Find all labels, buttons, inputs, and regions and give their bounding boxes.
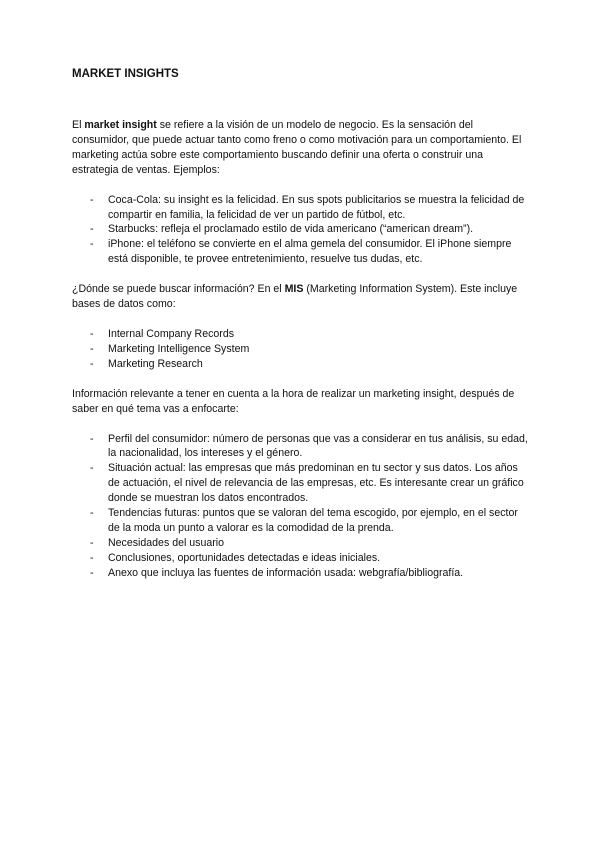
list-item: - Perfil del consumidor: número de personas que vas a considerar en tus análisis, su edad, la nacionalidad, los intereses y el género. [72,432,528,462]
list-item: - Internal Company Records [72,327,528,342]
mis-paragraph [72,282,528,312]
intro-bold-term: market insight [84,119,157,131]
list-item: - Starbucks: refleja el proclamado estilo de vida americano (“american dream”). [72,222,528,237]
list-item: - Coca-Cola: su insight es la felicidad. En sus spots publicitarios se muestra la felicidad de compartir en familia, la felicidad de ver un partido de fútbol, etc. [72,193,528,223]
document-title: MARKET INSIGHTS [72,68,179,80]
intro-text-end: se refiere a la visión de un modelo de negocio. Es la sensación del consumidor, que puede actuar tanto como freno o como motivación para un comportamiento. El marketing actúa sobre este comportamiento buscando definir una oferta o construir una estrategia de ventas. Ejemplos: [72,119,522,176]
relevant-intro-paragraph: Información relevante a tener en cuenta a la hora de realizar un marketing insight, después de saber en qué tema vas a enfocarte: [72,387,515,415]
list-item: - Anexo que incluya las fuentes de información usada: webgrafía/bibliografía. [72,566,528,581]
intro-text-start: El [72,119,85,131]
list-item: - Necesidades del usuario [72,536,528,551]
list-item: - Tendencias futuras: puntos que se valoran del tema escogido, por ejemplo, en el sector de la moda un punto a valorar es la comodidad de la prenda. [72,506,528,536]
list-item: - Situación actual: las empresas que más predominan en tu sector y sus datos. Los años de actuación, el nivel de relevancia de las empresas, etc. Es interesante crear un gráfico donde se muestran los datos encontrados. [72,461,528,506]
spacer [72,178,528,193]
list-item: - Marketing Research [72,357,528,372]
document-page [72,66,528,581]
examples-list [72,193,528,268]
intro-paragraph [72,118,528,178]
list-item: - iPhone: el teléfono se convierte en el alma gemela del consumidor. El iPhone siempre está disponible, te provee entretenimiento, resuelve tus dudas, etc. [72,237,528,267]
list-item: - Marketing Intelligence System [72,342,528,357]
spacer [72,312,528,327]
relevant-list [72,432,528,581]
spacer [72,372,528,387]
spacer [72,267,528,282]
spacer [72,417,528,432]
mis-text-start: ¿Dónde se puede buscar información? En el [72,283,285,296]
databases-list [72,327,528,372]
mis-bold-term: MIS [284,283,304,296]
list-item: - Conclusiones, oportunidades detectadas e ideas iniciales. [72,551,528,566]
mis-text-end: (Marketing Information System). Este incluye bases de datos como: [72,283,518,311]
